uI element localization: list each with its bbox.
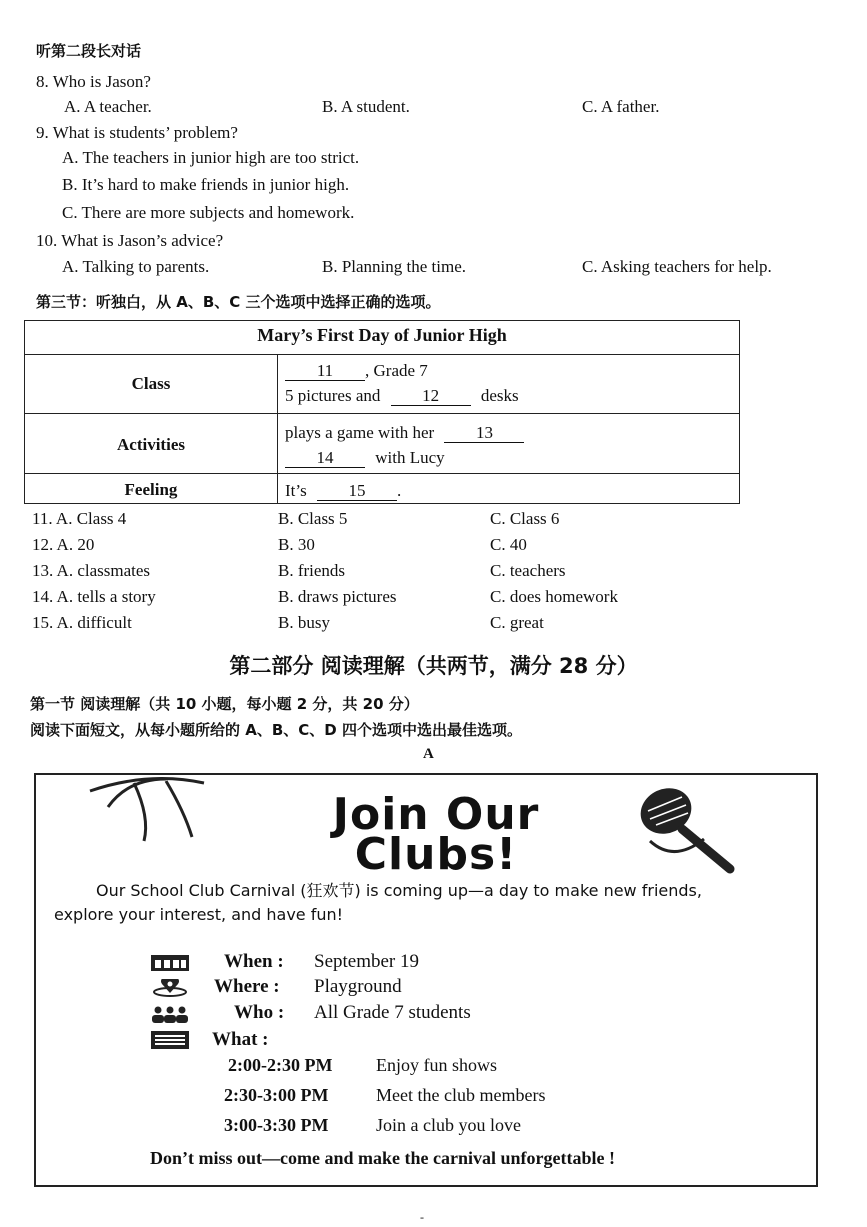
calendar-icon: [150, 954, 190, 972]
table-divider: [25, 473, 739, 474]
class-line2-suffix: desks: [480, 386, 519, 405]
q10-option-c: C. Asking teachers for help.: [582, 257, 772, 276]
mc-13-c: C. teachers: [490, 561, 566, 580]
reading-section1: 第一节 阅读理解（共 10 小题，每小题 2 分，共 20 分）: [30, 695, 419, 713]
blank-12[interactable]: 12: [391, 387, 471, 406]
who-value: All Grade 7 students: [314, 1002, 471, 1023]
schedule-time-1: 2:00-2:30 PM: [228, 1055, 333, 1075]
when-value: September 19: [314, 951, 420, 972]
page-number: -: [420, 1210, 424, 1224]
mc-14-b: B. draws pictures: [278, 587, 397, 606]
table-divider: [25, 354, 739, 355]
blank-14[interactable]: 14: [285, 449, 365, 468]
mc-11-c: C. Class 6: [490, 509, 560, 528]
blank-15[interactable]: 15: [317, 482, 397, 501]
passage-label: A: [423, 746, 434, 762]
schedule-time-3: 3:00-3:30 PM: [224, 1115, 329, 1135]
poster-title-line1: Join Our: [332, 789, 540, 840]
q8-option-a: A. A teacher.: [64, 97, 152, 116]
class-line1-text: , Grade 7: [365, 361, 428, 380]
microphone-icon: [634, 783, 744, 875]
location-icon: [152, 979, 188, 997]
mc-15-a: 15. A. difficult: [32, 613, 132, 632]
mc-15-c: C. great: [490, 613, 544, 632]
mc-13-b: B. friends: [278, 561, 346, 580]
q8-option-b: B. A student.: [322, 97, 410, 116]
class-line2-text: 5 pictures and: [285, 386, 381, 405]
schedule-time-2: 2:30-3:00 PM: [224, 1085, 329, 1105]
club-poster: [34, 773, 818, 1187]
activities-line2: [285, 448, 445, 468]
where-value: Playground: [314, 976, 402, 997]
feeling-period: .: [396, 481, 402, 500]
who-label: Who :: [234, 1002, 285, 1023]
question-9: 9. What is students’ problem?: [36, 123, 238, 142]
schedule-event-3: Join a club you love: [376, 1115, 521, 1135]
where-label: Where :: [214, 976, 280, 997]
q10-option-a: A. Talking to parents.: [62, 257, 210, 276]
row-label-feeling: Feeling: [124, 480, 178, 499]
class-line2: [285, 386, 519, 406]
class-line1: [285, 361, 428, 381]
q9-option-c: C. There are more subjects and homework.: [62, 203, 355, 222]
section-header: 听第二段长对话: [36, 42, 142, 60]
activities-line2-text: with Lucy: [375, 448, 445, 467]
q9-option-b: B. It’s hard to make friends in junior high.: [62, 175, 350, 194]
schedule-event-2: Meet the club members: [376, 1085, 546, 1105]
feeling-text: It’s: [285, 481, 307, 500]
row-label-activities: Activities: [117, 435, 185, 454]
basketball-icon: [88, 777, 218, 847]
q10-option-b: B. Planning the time.: [322, 257, 467, 276]
mc-11-a: 11. A. Class 4: [32, 509, 127, 528]
schedule-event-1: Enjoy fun shows: [376, 1055, 497, 1075]
mc-15-b: B. busy: [278, 613, 330, 632]
question-8: 8. Who is Jason?: [36, 72, 151, 91]
mc-11-b: B. Class 5: [278, 509, 348, 528]
part-two-title: 第二部分 阅读理解（共两节，满分 28 分）: [229, 654, 638, 678]
poster-title-line2: Clubs!: [354, 829, 518, 880]
section3-instruction: 第三节：听独白，从 A、B、C 三个选项中选择正确的选项。: [36, 293, 441, 311]
q8-option-c: C. A father.: [582, 97, 660, 116]
feeling-line: [285, 481, 401, 501]
mc-12-c: C. 40: [490, 535, 527, 554]
poster-closing: Don’t miss out—come and make the carnival unforgettable !: [150, 1148, 615, 1168]
list-icon: [150, 1030, 190, 1050]
table-column-divider: [277, 354, 278, 503]
people-icon: [150, 1005, 190, 1023]
poster-intro-line2: explore your interest, and have fun!: [54, 905, 344, 924]
activities-line1-text: plays a game with her: [285, 423, 435, 442]
reading-instruction: 阅读下面短文，从每小题所给的 A、B、C、D 四个选项中选出最佳选项。: [30, 721, 522, 739]
when-label: When :: [224, 951, 284, 972]
mc-13-a: 13. A. classmates: [32, 561, 151, 580]
what-label: What :: [212, 1029, 269, 1050]
mc-14-c: C. does homework: [490, 587, 618, 606]
activities-line1: [285, 423, 524, 443]
table-divider: [25, 413, 739, 414]
q9-option-a: A. The teachers in junior high are too strict.: [62, 148, 360, 167]
mc-12-a: 12. A. 20: [32, 535, 95, 554]
blank-13[interactable]: 13: [444, 424, 524, 443]
mc-14-a: 14. A. tells a story: [32, 587, 156, 606]
mc-12-b: B. 30: [278, 535, 315, 554]
blank-11[interactable]: 11: [285, 362, 365, 381]
question-10: 10. What is Jason’s advice?: [36, 231, 224, 250]
poster-intro-line1: Our School Club Carnival (狂欢节) is coming up—a day to make new friends,: [96, 881, 702, 900]
info-table: [24, 320, 740, 504]
row-label-class: Class: [131, 374, 171, 393]
table-title: Mary’s First Day of Junior High: [257, 325, 507, 345]
